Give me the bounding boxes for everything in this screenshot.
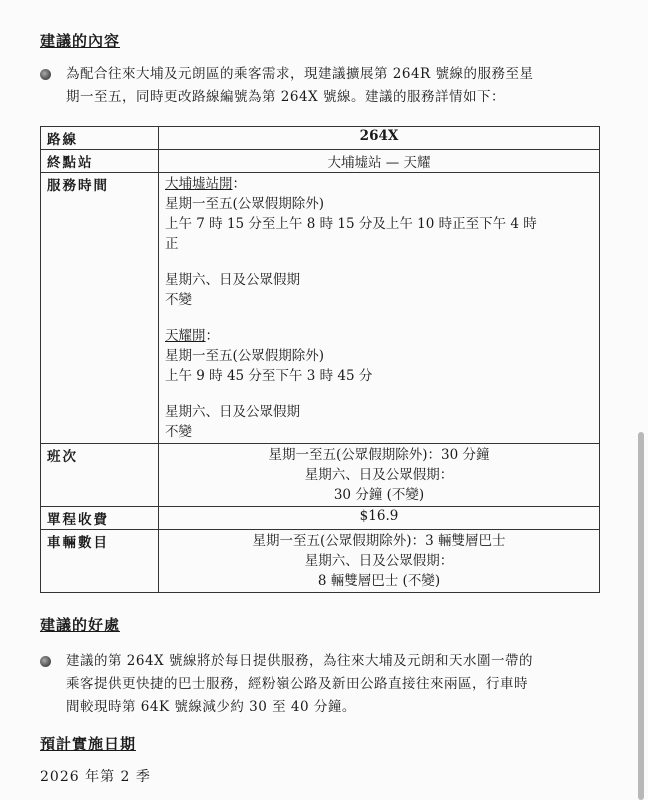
from-taipo-label: 大埔墟站開 xyxy=(165,176,233,192)
colon: ： xyxy=(232,176,246,192)
hours-from-tinyiu xyxy=(165,326,593,346)
bullet-line: 期一至五，同時更改路線編號為第 264X 號線。建議的服務詳情如下： xyxy=(66,89,505,105)
bullet-line: 建議的第 264X 號線將於每日提供服務，為往來大埔及元朗和天水圍一帶的 xyxy=(66,653,533,669)
vehicles-value xyxy=(159,530,600,593)
vehicles-line: 星期六、日及公眾假期： xyxy=(304,553,454,569)
table-row xyxy=(41,444,600,507)
content-bullet xyxy=(40,63,608,109)
fare-label: 單程收費 xyxy=(41,507,159,530)
section-heading-benefits: 建議的好處 xyxy=(40,616,121,634)
hours-weekday-2: 星期一至五(公眾假期除外) xyxy=(165,348,325,364)
table-row xyxy=(41,530,600,593)
frequency-value xyxy=(159,444,600,507)
hours-taipo-times: 上午 7 時 15 分至上午 8 時 15 分及上午 10 時正至下午 4 時 xyxy=(165,216,537,232)
hours-label: 服務時間 xyxy=(41,173,159,444)
route-label: 路線 xyxy=(41,127,159,150)
hours-unchanged-2: 不變 xyxy=(165,424,192,440)
table-row xyxy=(41,507,600,530)
hours-weekend: 星期六、日及公眾假期 xyxy=(165,272,300,288)
terminus-label: 終點站 xyxy=(41,150,159,173)
service-details-table xyxy=(40,126,600,593)
hours-value xyxy=(159,173,600,444)
frequency-line: 30 分鐘 (不變) xyxy=(333,487,425,503)
hours-weekday: 星期一至五(公眾假期除外) xyxy=(165,196,325,212)
frequency-label: 班次 xyxy=(41,444,159,507)
hours-tinyiu-times: 上午 9 時 45 分至下午 3 時 45 分 xyxy=(165,368,373,384)
hours-taipo-times-cont: 正 xyxy=(165,236,179,252)
section-heading-content: 建議的內容 xyxy=(40,32,121,50)
colon: ： xyxy=(205,328,219,344)
frequency-line: 星期六、日及公眾假期： xyxy=(304,467,454,483)
bullet-line: 為配合往來大埔及元朗區的乘客需求，現建議擴展第 264R 號線的服務至星 xyxy=(66,66,534,82)
section-heading-date: 預計實施日期 xyxy=(40,735,137,753)
bullet-line: 乘客提供更快捷的巴士服務，經粉嶺公路及新田公路直接往來兩區，行車時 xyxy=(66,676,528,692)
bullet-line: 間較現時第 64K 號線減少約 30 至 40 分鐘。 xyxy=(66,699,356,715)
vehicles-line: 8 輛雙層巴士 (不變) xyxy=(317,573,441,589)
vehicles-line: 星期一至五(公眾假期除外)：3 輛雙層巴士 xyxy=(252,533,506,549)
scrollbar[interactable] xyxy=(638,432,644,800)
benefits-bullet xyxy=(40,650,608,719)
from-tinyiu-label: 天耀開 xyxy=(165,328,206,344)
hours-from-taipo xyxy=(165,174,593,194)
route-value: 264X xyxy=(159,127,600,150)
terminus-value: 大埔墟站 — 天耀 xyxy=(159,150,600,173)
table-row xyxy=(41,173,600,444)
frequency-line: 星期一至五(公眾假期除外)：30 分鐘 xyxy=(268,447,490,463)
implementation-date: 2026 年第 2 季 xyxy=(40,769,151,785)
table-row xyxy=(41,150,600,173)
vehicles-label: 車輛數目 xyxy=(41,530,159,593)
hours-weekend-2: 星期六、日及公眾假期 xyxy=(165,404,300,420)
table-row xyxy=(41,127,600,150)
bullet-icon xyxy=(40,656,51,667)
hours-unchanged: 不變 xyxy=(165,292,192,308)
bullet-icon xyxy=(40,69,51,80)
fare-value: $16.9 xyxy=(159,507,600,530)
